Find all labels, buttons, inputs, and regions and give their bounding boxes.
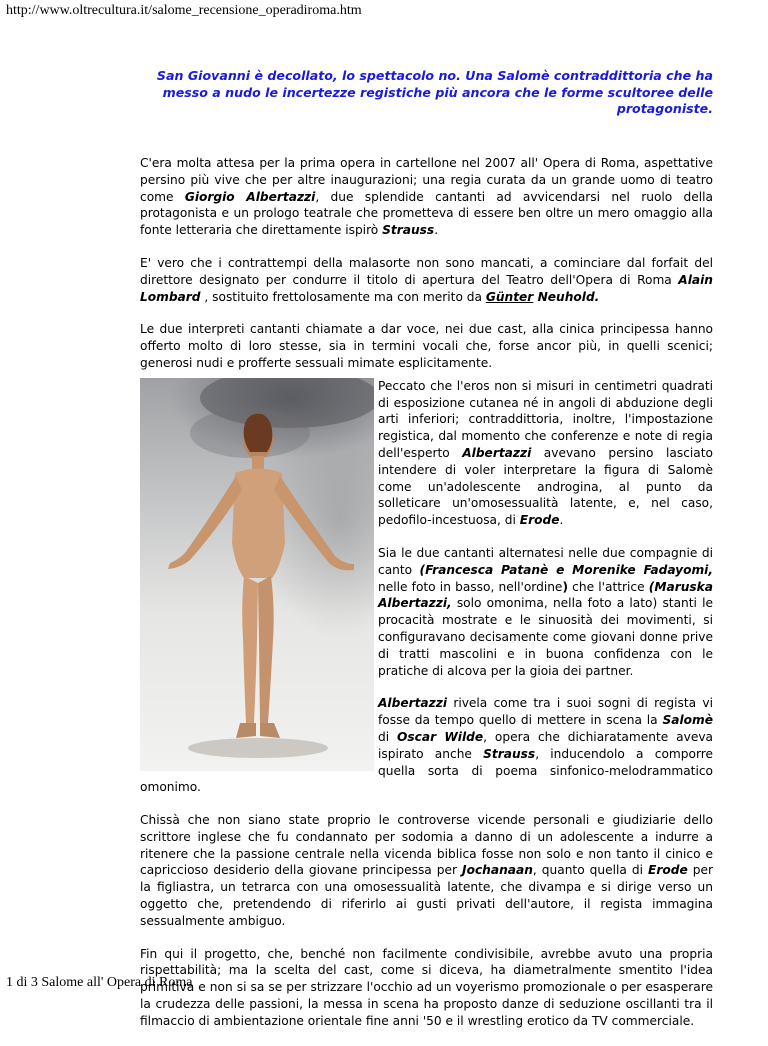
article-subtitle: San Giovanni è decollato, lo spettacolo no. Una Salomè contraddittoria che ha messo a nudo le incertezze registiche più ancora che le forme scultoree delle protagoniste.	[156, 68, 713, 116]
paragraph-2: E' vero che i contrattempi della malasorte non sono mancati, a cominciare dal forfait del direttore designato per condurre il titolo di apertura del Teatro dell'Opera di Roma Alain Lombard , sostituito frettolosamente ma con merito da Günter Neuhold.	[140, 255, 713, 304]
paragraph-8: Fin qui il progetto, che, benché non facilmente condivisibile, avrebbe avuto una propria rispettabilità; ma la scelta del cast, come si diceva, ha diametralmente smentito l'idea primitiva e non si sa se per strizzare l'occhio ad un voyerismo promozionale o per esasperare la crudezza delle passioni, la messa in scena ha proposto danze di seduzione oscillanti tra il filmaccio di ambientazione orientale fine anni '50 e il wrestling erotico da TV commerciale.	[140, 946, 713, 1028]
article-body	[140, 155, 713, 1046]
paragraph-4: Peccato che l'eros non si misuri in centimetri quadrati di esposizione cutanea né in angoli di abduzione degli arti inferiori; contraddittoria, inoltre, l'impostazione registica, dal momento che conferenze e note di regia dell'esperto Albertazzi avevano persino lasciato intendere di voler interpretare la figura di Salomè come un'adolescente androgina, al punto da solleticare un'omosessualità latente, e, nel caso, pedofilo-incestuosa, di Erode.	[378, 378, 714, 528]
paragraph-6: Albertazzi rivela come tra i suoi sogni di regista vi fosse da tempo quello di mettere in scena la Salomè di Oscar Wilde, opera che dichiaratamente aveva ispirato anche Strauss, inducendolo a comporre quella sorta di poema sinfonico-melodrammatico omonimo.	[140, 696, 714, 795]
page-url: http://www.oltrecultura.it/salome_recensione_operadiroma.htm	[6, 3, 362, 18]
paragraph-3: Le due interpreti cantanti chiamate a dar voce, nei due cast, alla cinica principessa hanno offerto molto di loro stesse, sia in termini vocali che, forse ancor più, in quelli scenici; generosi nudi e profferte sessuali mimate esplicitamente.	[140, 322, 713, 370]
stage-photo-figure	[140, 378, 374, 771]
paragraph-5: Sia le due cantanti alternatesi nelle due compagnie di canto (Francesca Patanè e Morenike Fadayomi, nelle foto in basso, nell'ordine) che l'attrice (Maruska Albertazzi, solo omonima, nella foto a lato) stanti le procacità mostrate e le sinuosità dei movimenti, si configuravano decisamente come giovani donne prive di tratti mascolini e in buona confidenza con le pratiche di alcova per la gioia dei partner.	[378, 545, 713, 678]
stage-photo	[140, 378, 374, 771]
paragraph-1: C'era molta attesa per la prima opera in cartellone nel 2007 all' Opera di Roma, aspettative persino più vive che per altre inaugurazioni; una regia curata da un grande uomo di teatro come Giorgio Albertazzi, due splendide cantanti ad avvicendarsi nel ruolo della protagonista e un prologo teatrale che prometteva di essere ben oltre un mero omaggio alla fonte letteraria che direttamente ispirò Strauss.	[140, 156, 714, 238]
page-footer: 1 di 3 Salome all' Opera di Roma	[6, 975, 193, 990]
paragraph-7: Chissà che non siano state proprio le controverse vicende personali e giudiziarie dello scrittore inglese che fu condannato per sodomia a danno di un adolescente a indurre a ritenere che la passione centrale nella vicenda biblica fosse non solo e non tanto il cinico e capriccioso desiderio della giovane principessa per Jochanaan, quanto quella di Erode per la figliastra, un tetrarca con una omosessualità latente, che divampa e si dirige verso un oggetto che, pretendendo di riferirlo ai gusti privati dell'autore, il regista immagina sessualmente ambiguo.	[140, 813, 713, 928]
